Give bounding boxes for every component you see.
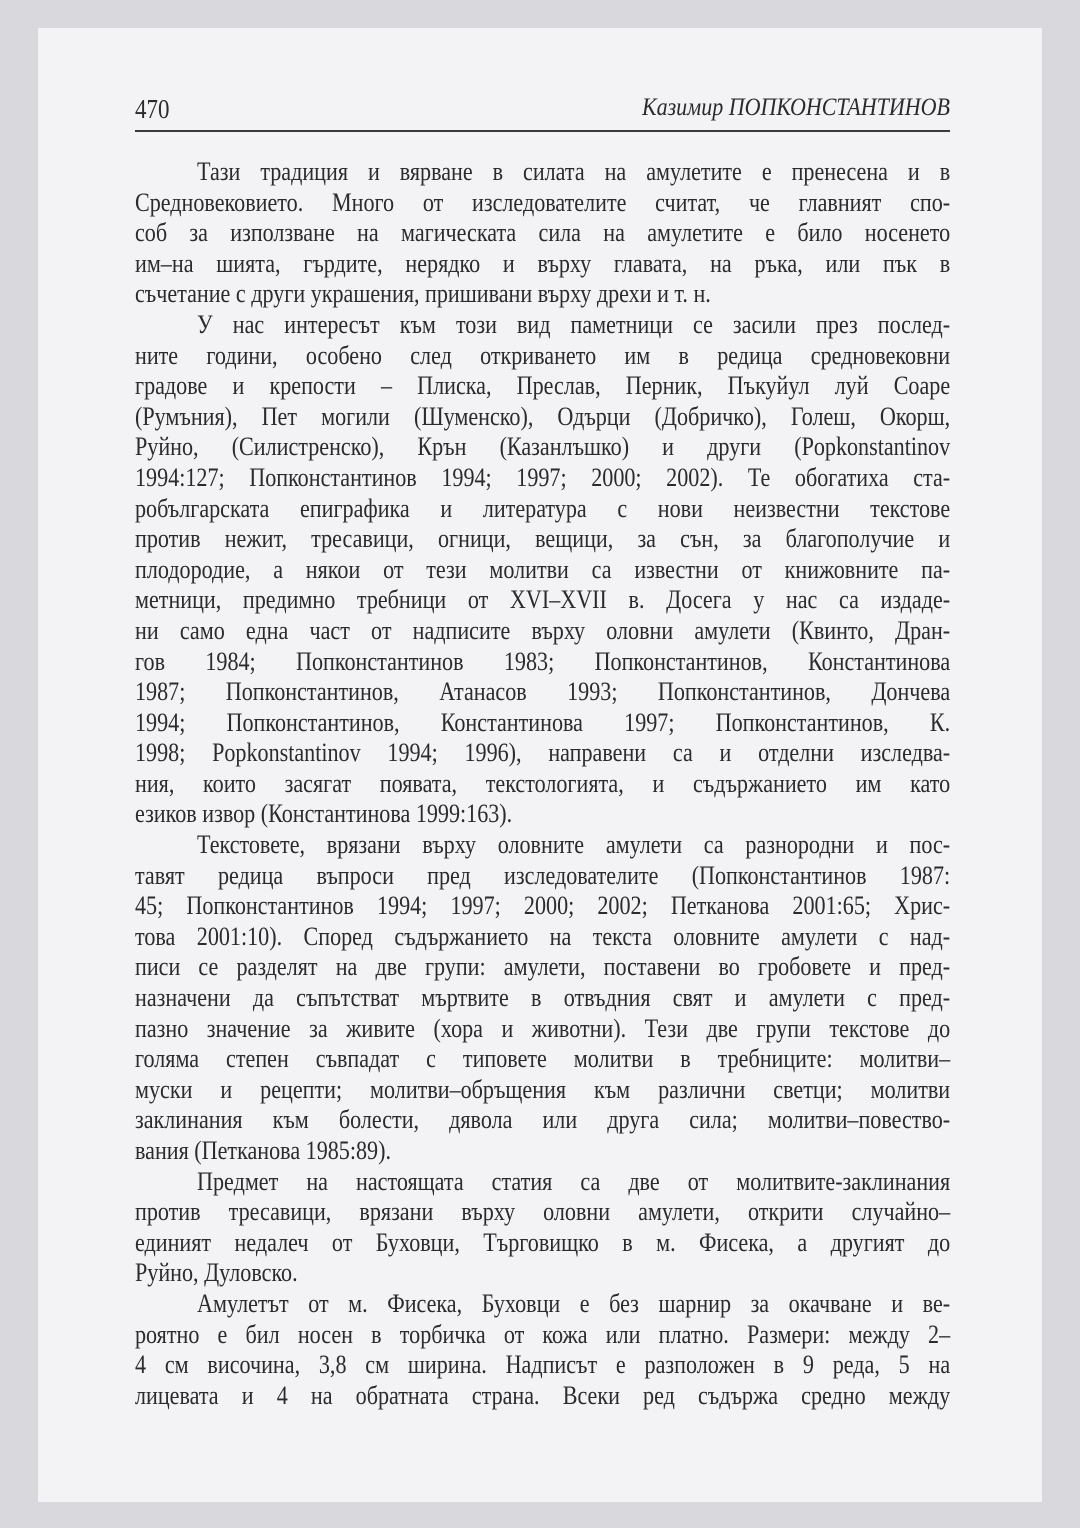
text-line: (Румъния), Пет могили (Шуменско), Одърци (Добричко), Голеш, Окорш,	[135, 401, 951, 431]
text-line: 4 см височина, 3,8 см ширина. Надписът е разположен в 9 реда, 5 на	[135, 1350, 951, 1380]
text-line: ния, които засягат появата, текстологията, и съдържанието им като	[135, 768, 951, 798]
text-line: градове и крепости – Плиска, Преслав, Перник, Пъкуйул луй Соаре	[135, 371, 951, 401]
text-line: езиков извор (Константинова 1999:163).	[135, 799, 513, 829]
text-line: робългарската епиграфика и литература с нови неизвестни текстове	[135, 493, 951, 523]
text-line: голяма степен съвпадат с типовете молитви в требниците: молитви–	[135, 1044, 951, 1074]
text-line: роятно е бил носен в торбичка от кожа или платно. Размери: между 2–	[135, 1319, 951, 1349]
running-header	[135, 94, 950, 130]
text-line: соб за използване на магическата сила на амулетите е било носенето	[135, 218, 951, 248]
text-line: единият недалеч от Буховци, Търговищко в м. Фисека, а другият до	[135, 1227, 951, 1257]
text-line: плодородие, а някои от тези молитви са известни от книжовните па-	[135, 554, 951, 584]
paragraph	[135, 1167, 950, 1289]
text-line: заклинания към болести, дявола или друга сила; молитви–повество-	[135, 1105, 951, 1135]
text-line: Текстовете, врязани върху оловните амулети са разнородни и пос-	[197, 830, 951, 860]
text-line: гов 1984; Попконстантинов 1983; Попконстантинов, Константинова	[135, 646, 951, 676]
paragraph	[135, 310, 950, 830]
text-line: Амулетът от м. Фисека, Буховци е без шарнир за окачване и ве-	[197, 1288, 951, 1318]
text-line: ните години, особено след откриването им в редица средновековни	[135, 340, 951, 370]
text-line: Средновековието. Много от изследователите считат, че главният спо-	[135, 187, 951, 217]
text-line: ни само една част от надписите върху оловни амулети (Квинто, Дран-	[135, 615, 951, 645]
text-line: 1987; Попконстантинов, Атанасов 1993; Попконстантинов, Дончева	[135, 677, 951, 707]
text-line: Тази традиция и вярване в силата на амулетите е пренесена и в	[197, 157, 951, 186]
header-rule	[135, 130, 950, 132]
text-line: пазно значение за живите (хора и животни). Тези две групи текстове до	[135, 1013, 951, 1043]
page-number: 470	[135, 94, 170, 124]
text-line: 1994; Попконстантинов, Константинова 1997; Попконстантинов, К.	[135, 707, 951, 737]
paragraph	[135, 830, 950, 1167]
text-line: против тресавици, врязани върху оловни амулети, открити случайно–	[135, 1197, 951, 1227]
text-line: лицевата и 4 на обратната страна. Всеки ред съдържа средно между	[135, 1380, 951, 1410]
text-line: У нас интересът към този вид паметници се засили през послед-	[197, 309, 951, 339]
text-line: вания (Петканова 1985:89).	[135, 1136, 391, 1165]
text-line: тавят редица въпроси пред изследователите (Попконстантинов 1987:	[135, 860, 951, 890]
body-text	[135, 157, 950, 1411]
paragraph	[135, 1289, 950, 1411]
text-line: Руйно, Дуловско.	[135, 1258, 298, 1288]
text-line: им–на шията, гърдите, нерядко и върху главата, на ръка, или пък в	[135, 248, 951, 278]
text-line: метници, предимно требници от XVI–XVII в. Досега у нас са издаде-	[135, 585, 951, 615]
text-line: 1994:127; Попконстантинов 1994; 1997; 2000; 2002). Те обогатиха ста-	[135, 462, 951, 492]
running-header-author: Казимир ПОПКОНСТАНТИНОВ	[642, 94, 950, 121]
text-line: назначени да съпътстват мъртвите в отвъдния свят и амулети с пред-	[135, 983, 951, 1013]
text-line: 45; Попконстантинов 1994; 1997; 2000; 2002; Петканова 2001:65; Хрис-	[135, 891, 951, 921]
text-line: 1998; Popkonstantinov 1994; 1996), направени са и отделни изследва-	[135, 738, 951, 768]
paragraph	[135, 157, 950, 310]
text-line: Предмет на настоящата статия са две от молитвите-заклинания	[197, 1166, 951, 1196]
text-line: това 2001:10). Според съдържанието на текста оловните амулети с над-	[135, 921, 951, 951]
text-line: съчетание с други украшения, пришивани върху дрехи и т. н.	[135, 279, 711, 309]
text-line: писи се разделят на две групи: амулети, поставени во гробовете и пред-	[135, 952, 951, 982]
text-line: Руйно, (Силистренско), Крън (Казанлъшко) и други (Popkonstantinov	[135, 432, 951, 462]
text-line: муски и рецепти; молитви–обръщения към различни светци; молитви	[135, 1074, 951, 1104]
text-line: против нежит, тресавици, огници, вещици, за сън, за благополучие и	[135, 524, 951, 554]
